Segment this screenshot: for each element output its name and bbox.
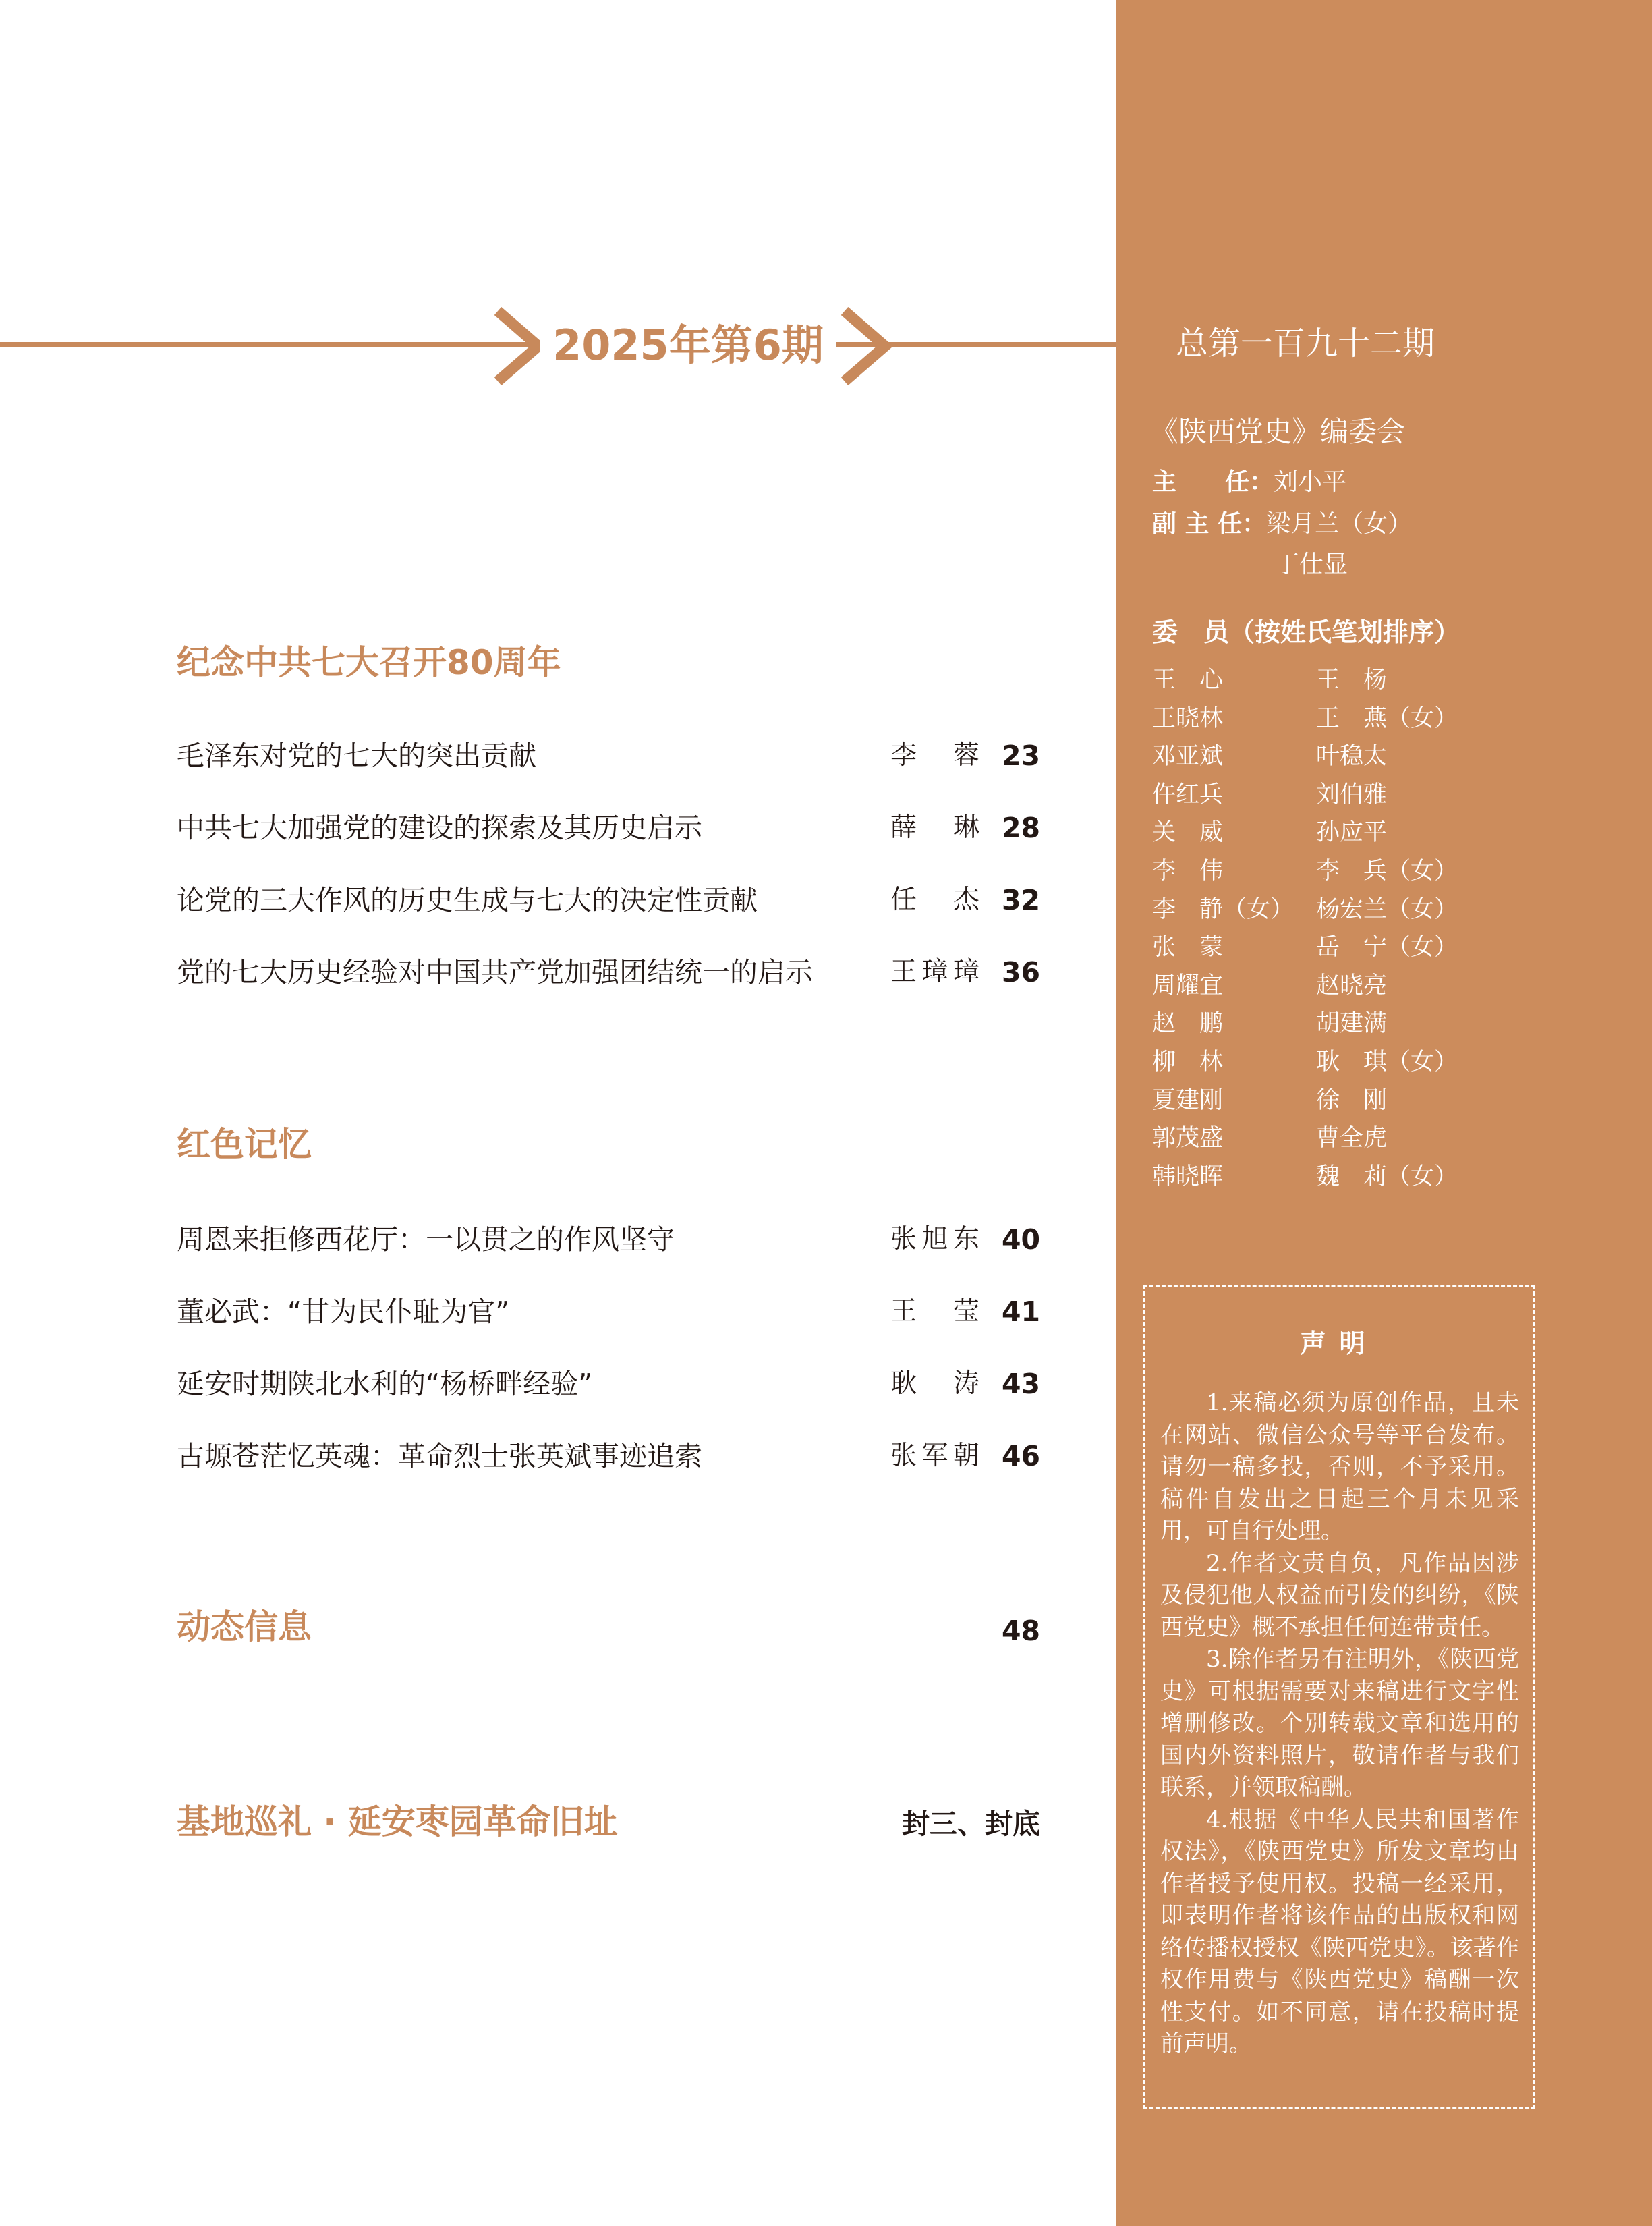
page-number: 41	[1001, 1296, 1040, 1328]
toc-entry[interactable]	[177, 735, 1040, 776]
members-heading: 委 员（按姓氏笔划排序）	[1152, 617, 1460, 647]
member-name: 仵红兵	[1152, 781, 1224, 808]
article-title[interactable]: 毛泽东对党的七大的突出贡献	[177, 740, 536, 772]
page-number: 48	[1001, 1615, 1040, 1647]
notice-title: 声明	[1300, 1329, 1379, 1358]
toc-entry[interactable]	[177, 808, 1040, 848]
member-name: 赵晓亮	[1316, 972, 1388, 999]
member-name: 王 杨	[1316, 667, 1388, 694]
page-number: 43	[1001, 1368, 1040, 1400]
notice-paragraph: 1.来稿必须为原创作品，且未在网站、微信公众号等平台发布。请勿一稿多投，否则，不予采用。稿件自发出之日起三个月未见采用，可自行处理。	[1160, 1389, 1519, 1545]
section-title[interactable]: 动态信息	[177, 1607, 312, 1646]
member-name: 郭茂盛	[1152, 1125, 1224, 1152]
toc-entry[interactable]	[177, 880, 1040, 920]
page-number: 32	[1001, 884, 1040, 916]
member-name: 韩晓晖	[1152, 1163, 1224, 1190]
article-title[interactable]: 古塬苍茫忆英魂：革命烈士张英斌事迹追索	[177, 1440, 702, 1472]
article-author: 张旭东	[890, 1224, 979, 1254]
chevron-right-icon	[838, 307, 899, 385]
member-name: 邓亚斌	[1152, 743, 1224, 771]
member-name: 柳 林	[1152, 1049, 1224, 1076]
member-name: 杨宏兰（女）	[1316, 895, 1458, 923]
member-name: 李 静（女）	[1152, 895, 1294, 923]
deputy-line	[1275, 548, 1348, 582]
section-title: 红色记忆	[177, 1125, 312, 1164]
article-author: 王璋璋	[890, 957, 979, 987]
page-number: 23	[1001, 740, 1040, 772]
deputy-name: 梁月兰（女）	[1266, 510, 1413, 538]
article-author: 张军朝	[890, 1441, 979, 1471]
issue-title: 2025年第6期	[540, 318, 836, 372]
notice-paragraph: 3.除作者另有注明外，《陕西党史》可根据需要对来稿进行文字性增删修改。个别转载文章和选用的国内外资料照片，敬请作者与我们联系，并领取稿酬。	[1160, 1646, 1519, 1801]
article-author: 王 莹	[890, 1296, 979, 1327]
section-title: 纪念中共七大召开80周年	[177, 643, 561, 682]
page-number: 36	[1001, 956, 1040, 989]
deputy-name: 丁仕显	[1275, 551, 1348, 578]
toc-entry[interactable]	[177, 1436, 1040, 1476]
article-title[interactable]: 周恩来拒修西花厅：一以贯之的作风坚守	[177, 1223, 675, 1256]
member-name: 张 蒙	[1152, 934, 1224, 962]
toc-entry[interactable]	[177, 1291, 1040, 1332]
section-title[interactable]: 基地巡礼 · 延安枣园革命旧址	[177, 1802, 618, 1841]
article-author: 李 蓉	[890, 740, 979, 771]
article-author: 耿 涛	[890, 1368, 979, 1399]
notice-paragraph: 4.根据《中华人民共和国著作权法》，《陕西党史》所发文章均由作者授予使用权。投稿一经采用，即表明作者将该作品的出版权和网络传播权授权《陕西党史》。该著作权作用费与《陕西党史》稿酬一次性支付。如不同意，请在投稿时提前声明。	[1160, 1806, 1519, 2057]
article-title[interactable]: 董必武：“甘为民仆耻为官”	[177, 1296, 510, 1328]
director-line	[1152, 466, 1346, 499]
article-title[interactable]: 论党的三大作风的历史生成与七大的决定性贡献	[177, 884, 758, 916]
article-author: 任 杰	[890, 885, 979, 915]
member-name: 徐 刚	[1316, 1086, 1388, 1114]
page-number: 46	[1001, 1440, 1040, 1472]
member-name: 曹全虎	[1316, 1125, 1388, 1152]
page-number: 40	[1001, 1223, 1040, 1256]
member-name: 王 心	[1152, 667, 1224, 694]
member-name: 周耀宜	[1152, 972, 1224, 999]
director-name: 刘小平	[1274, 468, 1347, 496]
notice-paragraph: 2.作者文责自负，凡作品因涉及侵犯他人权益而引发的纠纷，《陕西党史》概不承担任何连带责任。	[1160, 1549, 1519, 1641]
deputy-line	[1152, 507, 1412, 541]
total-issue: 总第一百九十二期	[1176, 325, 1435, 362]
notice-body	[1160, 1387, 1519, 2061]
member-name: 魏 莉（女）	[1316, 1163, 1458, 1190]
deputy-label: 副 主 任：	[1152, 510, 1267, 538]
member-name: 李 伟	[1152, 858, 1224, 885]
member-name: 关 威	[1152, 819, 1224, 847]
member-name: 耿 琪（女）	[1316, 1049, 1458, 1076]
member-name: 李 兵（女）	[1316, 858, 1458, 885]
member-name: 王晓林	[1152, 704, 1224, 732]
page-number: 28	[1001, 812, 1040, 844]
member-name: 胡建满	[1316, 1010, 1388, 1038]
page-number: 封三、封底	[902, 1808, 1040, 1840]
member-name: 孙应平	[1316, 819, 1388, 847]
editorial-sidebar	[1116, 0, 1652, 2226]
article-title[interactable]: 党的七大历史经验对中国共产党加强团结统一的启示	[177, 956, 813, 989]
member-name: 岳 宁（女）	[1316, 934, 1458, 962]
member-name: 夏建刚	[1152, 1086, 1224, 1114]
member-name: 王 燕（女）	[1316, 704, 1458, 732]
member-name: 叶稳太	[1316, 743, 1388, 771]
article-title[interactable]: 中共七大加强党的建设的探索及其历史启示	[177, 812, 702, 844]
director-label: 主 任：	[1152, 468, 1274, 496]
toc-entry[interactable]	[177, 952, 1040, 993]
member-name: 赵 鹏	[1152, 1010, 1224, 1038]
toc-entry[interactable]	[177, 1364, 1040, 1404]
article-author: 薛 琳	[890, 812, 979, 843]
article-title[interactable]: 延安时期陕北水利的“杨桥畔经验”	[177, 1368, 593, 1400]
member-name: 刘伯雅	[1316, 781, 1388, 808]
toc-entry[interactable]	[177, 1219, 1040, 1260]
board-title: 《陕西党史》编委会	[1150, 415, 1406, 448]
notice-box	[1143, 1285, 1535, 2109]
